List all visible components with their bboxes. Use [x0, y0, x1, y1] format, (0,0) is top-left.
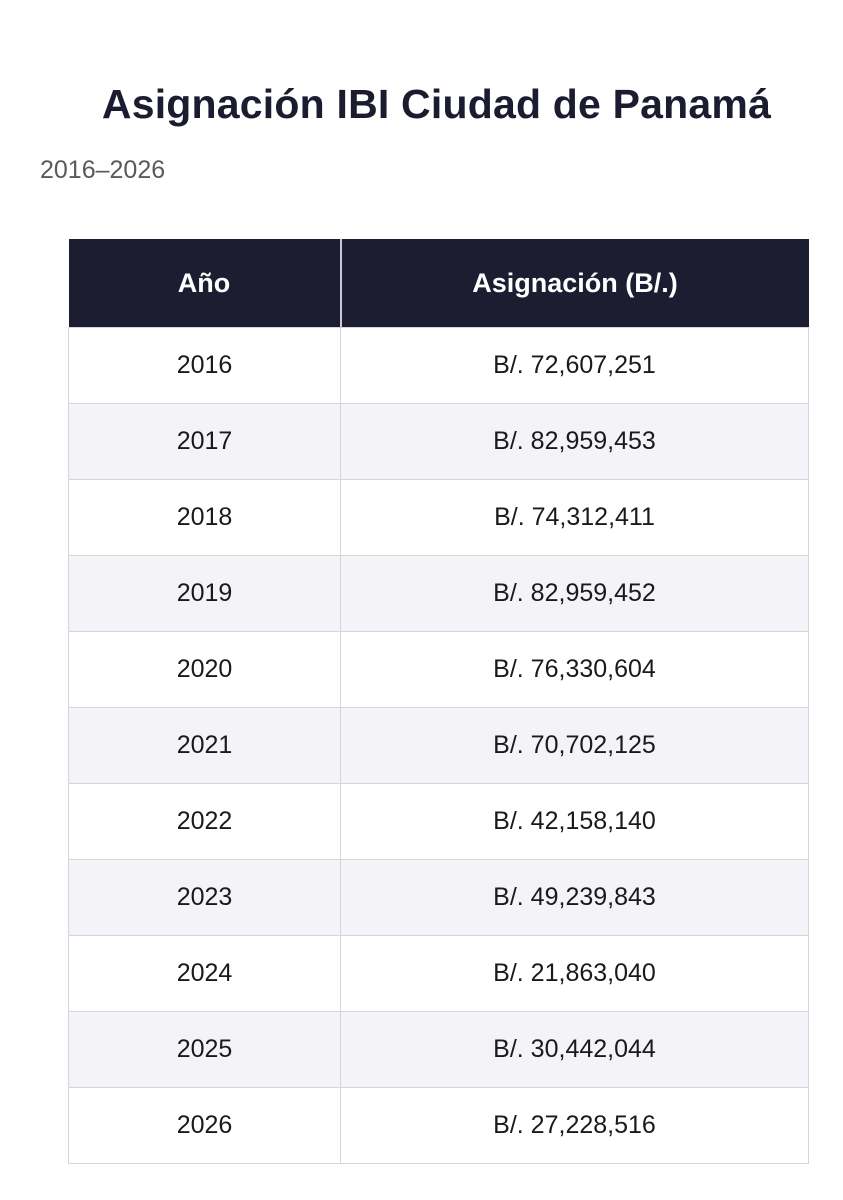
table-row	[69, 860, 809, 936]
cell-year: 2024	[69, 936, 341, 1012]
table-row	[69, 480, 809, 556]
cell-year: 2021	[69, 708, 341, 784]
allocation-table	[68, 239, 809, 1164]
table-body	[69, 328, 809, 1164]
cell-year: 2023	[69, 860, 341, 936]
cell-amount: B/. 76,330,604	[341, 632, 809, 708]
cell-amount: B/. 30,442,044	[341, 1012, 809, 1088]
cell-year: 2017	[69, 404, 341, 480]
cell-amount: B/. 70,702,125	[341, 708, 809, 784]
cell-year: 2019	[69, 556, 341, 632]
column-header-amount: Asignación (B/.)	[341, 239, 809, 328]
table-row	[69, 404, 809, 480]
cell-amount: B/. 82,959,453	[341, 404, 809, 480]
cell-amount: B/. 72,607,251	[341, 328, 809, 404]
table-header	[69, 239, 809, 328]
cell-amount: B/. 21,863,040	[341, 936, 809, 1012]
cell-amount: B/. 82,959,452	[341, 556, 809, 632]
cell-year: 2018	[69, 480, 341, 556]
table-row	[69, 632, 809, 708]
cell-year: 2026	[69, 1088, 341, 1164]
cell-year: 2020	[69, 632, 341, 708]
table-row	[69, 784, 809, 860]
table-row	[69, 1088, 809, 1164]
table-row	[69, 556, 809, 632]
cell-year: 2025	[69, 1012, 341, 1088]
cell-year: 2016	[69, 328, 341, 404]
cell-amount: B/. 74,312,411	[341, 480, 809, 556]
table-row	[69, 1012, 809, 1088]
page-subtitle: 2016–2026	[40, 156, 166, 184]
table-row	[69, 708, 809, 784]
column-header-year: Año	[69, 239, 341, 328]
cell-amount: B/. 27,228,516	[341, 1088, 809, 1164]
cell-amount: B/. 49,239,843	[341, 860, 809, 936]
table-row	[69, 328, 809, 404]
cell-amount: B/. 42,158,140	[341, 784, 809, 860]
table-row	[69, 936, 809, 1012]
cell-year: 2022	[69, 784, 341, 860]
page-title: Asignación IBI Ciudad de Panamá	[101, 81, 772, 127]
table-header-row	[69, 239, 809, 328]
